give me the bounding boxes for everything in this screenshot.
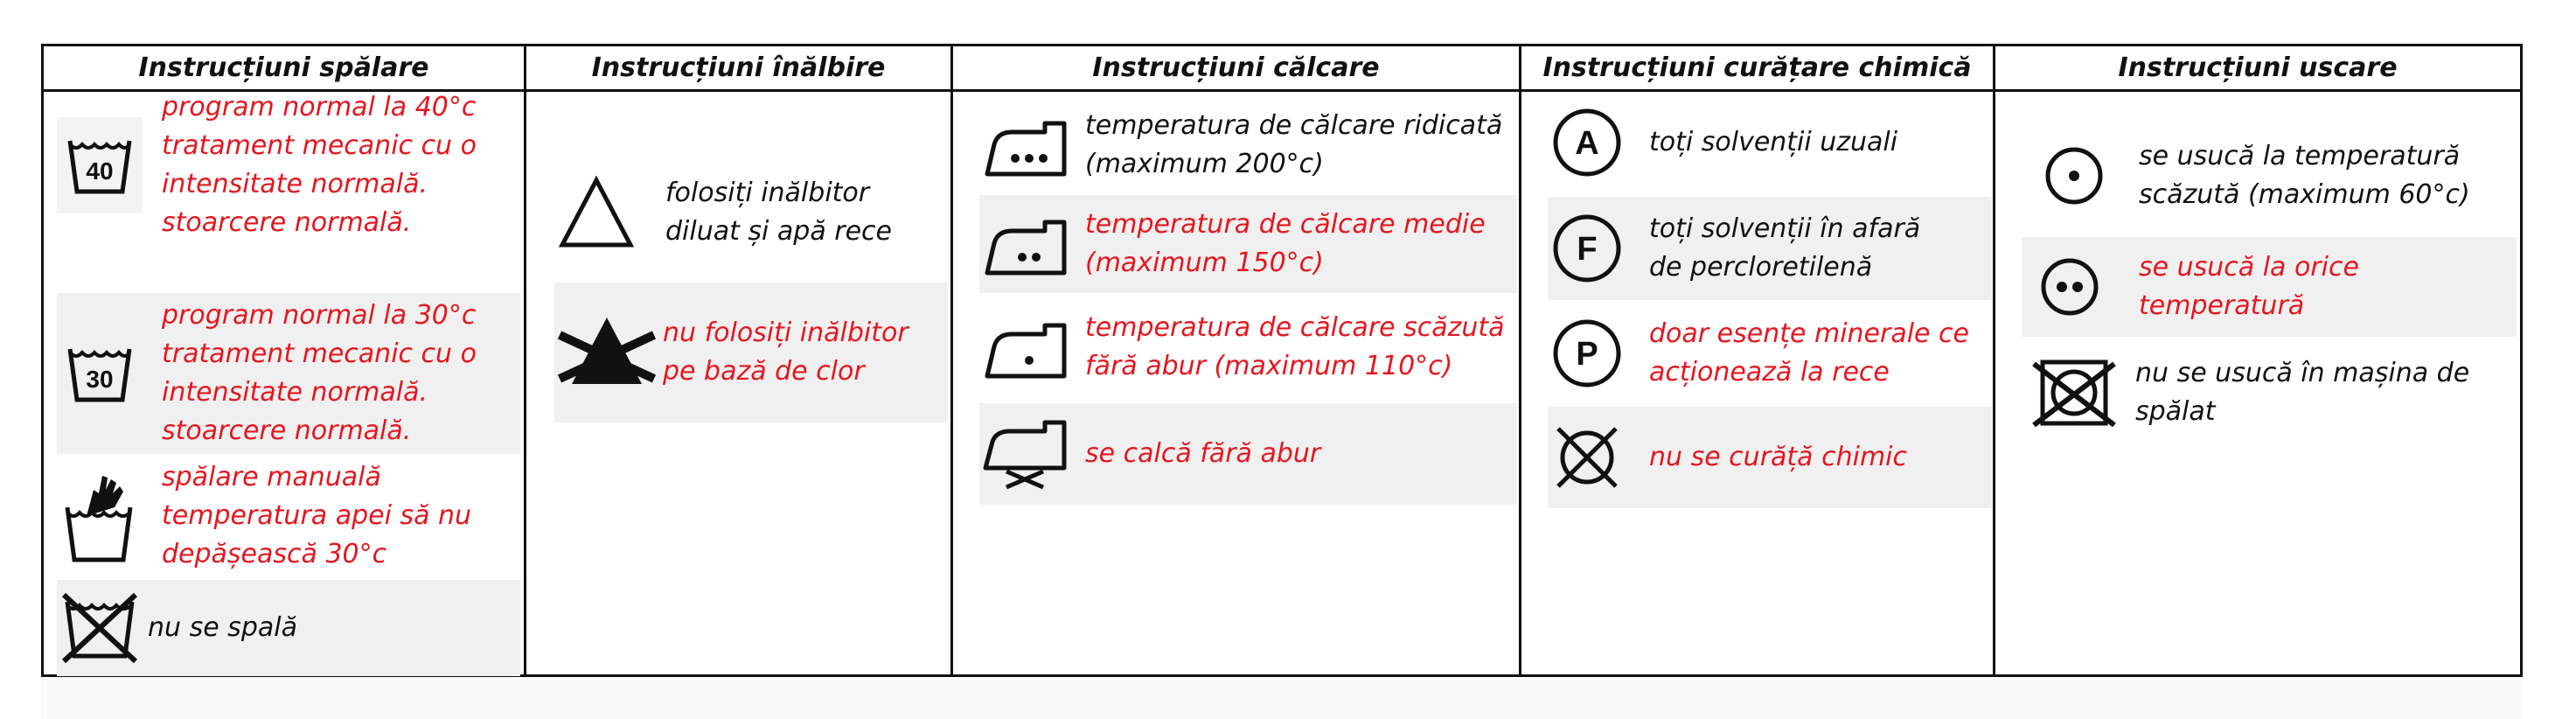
wash-30-text: program normal la 30°c tratament mecanic cu o intensitate normală. stoarcere normală.: [162, 300, 477, 446]
dry-clean-p-text: doar esențe minerale ce acționează la rece: [1649, 318, 1969, 387]
no-chlorine-bleach-icon: [554, 300, 659, 405]
iron-high-row: [979, 97, 1517, 193]
hand-wash-text: spălare manuală temperatura apei să nu depășească 30°c: [162, 462, 472, 569]
no-chlorine-bleach-row: [554, 283, 948, 422]
iron-no-steam-text: se calcă fără abur: [1085, 438, 1321, 469]
dry-clean-p-label: P: [1576, 336, 1598, 373]
wash-30-icon: [57, 321, 143, 426]
do-not-dry-clean-icon: [1548, 415, 1626, 499]
wash-column: [44, 46, 526, 674]
tumble-dry-any-text: se usucă la orice temperatură: [2139, 252, 2359, 321]
do-not-wash-row: [57, 580, 520, 676]
dry-clean-a-icon: [1548, 101, 1626, 185]
iron-low-row: [979, 298, 1517, 396]
dry-clean-a-text: toți solvenții uzuali: [1649, 127, 1898, 157]
dry-clean-header: Instrucțiuni curățare chimică: [1521, 46, 1993, 92]
do-not-wash-text: nu se spală: [148, 612, 297, 643]
do-not-wash-icon: [57, 584, 143, 672]
dry-clean-p-icon: [1548, 311, 1626, 395]
dry-clean-f-icon: [1548, 206, 1626, 290]
tumble-dry-low-row: [2030, 127, 2517, 225]
bleach-header: Instrucțiuni înălbire: [526, 46, 950, 92]
iron-header: Instrucțiuni călcare: [953, 46, 1519, 92]
wash-row-30: [57, 293, 520, 454]
bleach-allowed-row: [548, 147, 950, 278]
wash-row-40: [57, 92, 520, 238]
dry-column: [1995, 46, 2520, 674]
wash-40-icon-label: 40: [86, 157, 114, 185]
hand-wash-row: [57, 457, 520, 575]
wash-40-icon: [57, 117, 143, 213]
dry-header: Instrucțiuni uscare: [1995, 46, 2520, 92]
tumble-dry-any-icon: [2022, 243, 2118, 331]
hand-wash-icon: [57, 459, 143, 573]
do-not-tumble-dry-text: nu se usucă în mașina de spălat: [2135, 358, 2470, 427]
iron-no-steam-icon: [979, 410, 1071, 498]
dry-clean-f-row: [1548, 197, 1992, 300]
tumble-dry-any-row: [2022, 237, 2517, 337]
dry-clean-column: [1521, 46, 1995, 674]
do-not-tumble-dry-row: [2029, 344, 2517, 442]
dry-clean-f-label: F: [1577, 231, 1598, 268]
tumble-dry-low-icon: [2030, 132, 2118, 220]
iron-column: [953, 46, 1521, 674]
tumble-dry-low-text: se usucă la temperatură scăzută (maximum 60°c): [2139, 141, 2470, 210]
do-not-dry-clean-row: [1548, 407, 1992, 508]
iron-two-dots-icon: [979, 200, 1071, 288]
no-chlorine-bleach-text: nu folosiți inălbitor pe bază de clor: [663, 318, 909, 387]
iron-one-dot-icon: [979, 304, 1071, 391]
wash-header: Instrucțiuni spălare: [44, 46, 524, 92]
dry-clean-f-text: toți solvenții în afară de percloretilenă: [1649, 213, 1921, 283]
dry-clean-a-label: A: [1575, 125, 1599, 162]
wash-40-text: program normal la 40°c tratament mecanic cu o intensitate normală. stoarcere normală.: [162, 92, 477, 238]
dry-clean-a-row: [1548, 99, 1992, 186]
iron-medium-text: temperatura de călcare medie (maximum 150°c): [1085, 209, 1486, 278]
bleach-triangle-icon: [548, 160, 644, 265]
bleach-allowed-text: folosiți inălbitor diluat și apă rece: [665, 178, 892, 247]
page-footer-area: [41, 677, 2523, 719]
bleach-column: [526, 46, 953, 674]
iron-no-steam-row: [979, 403, 1517, 505]
iron-high-text: temperatura de călcare ridicată (maximum 200°c): [1085, 110, 1503, 179]
dry-clean-p-row: [1548, 305, 1992, 401]
care-instructions-table: [41, 44, 2523, 677]
iron-medium-row: [979, 195, 1517, 293]
do-not-tumble-dry-icon: [2029, 349, 2120, 436]
iron-low-text: temperatura de călcare scăzută fără abur (maximum 110°c): [1085, 312, 1505, 381]
wash-30-icon-label: 30: [86, 366, 114, 393]
do-not-dry-clean-text: nu se curăță chimic: [1649, 442, 1907, 472]
iron-three-dots-icon: [979, 101, 1071, 189]
